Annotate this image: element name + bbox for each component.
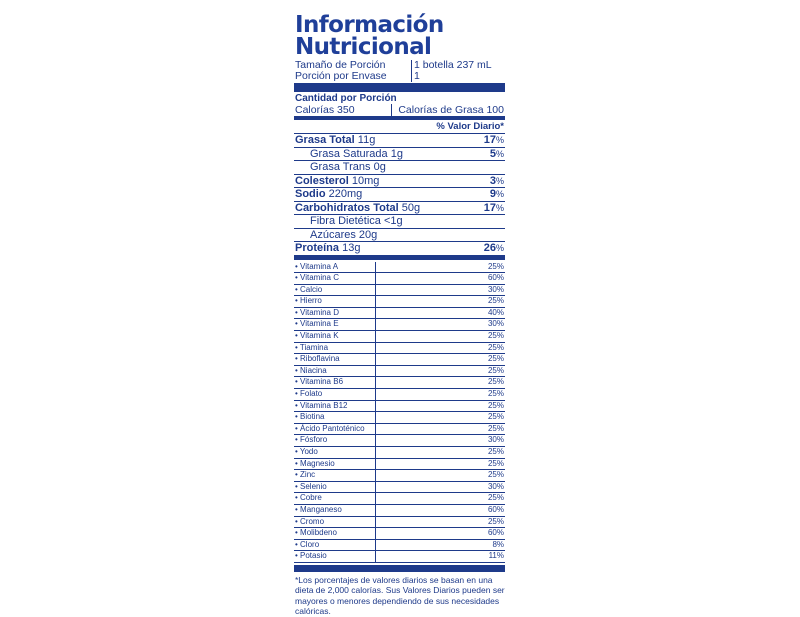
- nutrient-row: [294, 242, 505, 256]
- footnote: *Los porcentajes de valores diarios se basan en una dieta de 2,000 calorías. Sus Valores Diarios pueden ser mayores o menores dependiendo de sus necesidades calóricas.: [295, 574, 505, 617]
- nutrient-label: [295, 202, 420, 215]
- calories-from-fat-text: Calorías de Grasa 100: [391, 104, 504, 116]
- vitamin-row: [294, 377, 505, 389]
- nutrient-label: [310, 229, 377, 242]
- percent-sign: %: [495, 202, 504, 213]
- nutrient-amount: 220mg: [328, 188, 363, 200]
- servings-per-container-value: 1: [414, 70, 420, 82]
- nutrient-row: [294, 161, 505, 175]
- vitamin-row: [294, 296, 505, 308]
- vitamin-name: • Manganeso: [295, 505, 376, 516]
- vitamin-daily-value: 25%: [487, 342, 504, 352]
- percent-sign: %: [495, 175, 504, 186]
- servings-per-container-row: [294, 71, 505, 82]
- vitamin-row: [294, 319, 505, 331]
- vitamin-name: • Vitamina K: [295, 331, 376, 342]
- nutrition-label: [294, 14, 505, 617]
- nutrient-row: [294, 229, 505, 243]
- nutrient-label: [310, 215, 403, 228]
- vitamin-row: [294, 447, 505, 459]
- vitamin-daily-value: 25%: [487, 365, 504, 375]
- nutrient-amount: <1g: [383, 215, 403, 227]
- nutrient-daily-value: [484, 134, 504, 147]
- vitamin-row: [294, 308, 505, 320]
- vitamin-name: • Niacina: [295, 366, 376, 377]
- vitamin-daily-value: 30%: [487, 481, 504, 491]
- divider-thick: [294, 565, 505, 572]
- daily-value-header: % Valor Diario*: [294, 120, 505, 134]
- nutrient-name: Sodio: [295, 188, 326, 200]
- nutrient-name: Grasa Trans: [310, 161, 371, 173]
- vitamin-row: [294, 343, 505, 355]
- vitamin-name: • Folato: [295, 389, 376, 400]
- daily-value-number: 9: [489, 188, 496, 200]
- vitamin-name: • Ácido Pantoténico: [295, 424, 376, 435]
- vitamin-row: [294, 482, 505, 494]
- vitamin-daily-value: 60%: [487, 273, 504, 283]
- vitamin-daily-value: 11%: [488, 551, 504, 561]
- vitamin-row: [294, 459, 505, 471]
- vitamin-row: [294, 366, 505, 378]
- vitamin-name: • Vitamina B6: [295, 377, 376, 388]
- nutrient-row: [294, 175, 505, 189]
- vitamin-name: • Cobre: [295, 493, 376, 504]
- vitamin-name: • Potasio: [295, 551, 376, 562]
- vitamin-name: • Fósforo: [295, 435, 376, 446]
- vitamin-daily-value: 25%: [487, 447, 504, 456]
- serving-size-value: 1 botella 237 mL: [414, 59, 492, 71]
- nutrient-row: [294, 134, 505, 148]
- vitamin-daily-value: 25%: [487, 331, 504, 341]
- vitamin-row: [294, 470, 505, 482]
- nutrient-label: [310, 148, 403, 161]
- percent-sign: %: [495, 189, 504, 199]
- vitamin-row: [294, 493, 505, 505]
- vitamin-name: • Vitamina E: [295, 319, 376, 330]
- vitamin-daily-value: 30%: [487, 284, 504, 294]
- vitamin-name: • Molibdeno: [295, 528, 376, 539]
- percent-sign: %: [495, 135, 504, 145]
- nutrient-amount: 50g: [401, 201, 421, 214]
- divider-medium: [294, 256, 505, 260]
- vitamin-row: [294, 354, 505, 366]
- vitamin-row: [294, 401, 505, 413]
- amount-per-serving-header: Cantidad por Porción: [295, 93, 397, 104]
- nutrient-label: [295, 242, 360, 255]
- vitamins-list: [294, 262, 505, 563]
- vitamin-daily-value: 25%: [487, 400, 504, 410]
- nutrient-amount: 13g: [342, 242, 361, 254]
- vitamin-name: • Riboflavina: [295, 354, 376, 365]
- vitamin-name: • Zinc: [295, 470, 376, 481]
- title-line-1: Información: [295, 12, 444, 38]
- vitamin-daily-value: 25%: [487, 493, 504, 503]
- nutrient-name: Grasa Saturada: [310, 147, 388, 160]
- vitamin-name: • Selenio: [295, 482, 376, 493]
- vitamin-daily-value: 25%: [487, 354, 504, 364]
- serving-size-label: Tamaño de Porción: [294, 60, 412, 71]
- daily-value-number: 17: [483, 201, 496, 214]
- vitamin-row: [294, 262, 505, 274]
- vitamin-daily-value: 25%: [487, 377, 504, 387]
- vitamin-name: • Vitamina C: [295, 273, 376, 284]
- vitamin-row: [294, 285, 505, 297]
- nutrient-row: [294, 188, 505, 202]
- nutrient-label: [295, 175, 379, 188]
- nutrient-row: [294, 202, 505, 216]
- vitamin-name: • Yodo: [295, 447, 376, 458]
- vitamin-row: [294, 412, 505, 424]
- nutrient-row: [294, 215, 505, 229]
- nutrient-label: [295, 188, 362, 201]
- vitamin-row: [294, 389, 505, 401]
- percent-sign: %: [495, 148, 504, 159]
- vitamin-daily-value: 25%: [487, 423, 504, 433]
- nutrient-amount: 11g: [357, 134, 376, 146]
- vitamin-daily-value: 25%: [487, 296, 504, 306]
- calories-text: Calorías 350: [295, 104, 355, 116]
- nutrient-name: Azúcares: [310, 228, 356, 241]
- servings-per-container-label: Porción por Envase: [294, 71, 412, 82]
- nutrient-name: Fibra Dietética: [310, 215, 381, 227]
- vitamin-row: [294, 551, 505, 563]
- vitamin-row: [294, 331, 505, 343]
- nutrient-daily-value: [484, 202, 504, 215]
- vitamin-daily-value: 25%: [487, 470, 504, 480]
- vitamin-daily-value: 60%: [487, 504, 504, 514]
- vitamin-name: • Tiamina: [295, 343, 376, 354]
- vitamin-daily-value: 8%: [492, 539, 504, 549]
- nutrient-name: Carbohidratos Total: [295, 201, 399, 214]
- nutrient-name: Grasa Total: [295, 134, 355, 146]
- label-title: [295, 14, 505, 58]
- vitamin-name: • Cromo: [295, 517, 376, 528]
- nutrient-daily-value: [490, 148, 504, 161]
- nutrient-label: [310, 161, 386, 174]
- daily-value-number: 5: [489, 147, 496, 160]
- title-line-2: Nutricional: [295, 34, 432, 60]
- vitamin-row: [294, 273, 505, 285]
- vitamin-daily-value: 25%: [487, 412, 504, 422]
- vitamin-row: [294, 505, 505, 517]
- vitamin-daily-value: 40%: [487, 307, 504, 317]
- daily-value-number: 26: [483, 242, 496, 254]
- nutrients-list: [294, 134, 505, 256]
- vitamin-row: [294, 424, 505, 436]
- vitamin-name: • Vitamina D: [295, 308, 376, 319]
- vitamin-daily-value: 30%: [487, 435, 504, 445]
- divider-thick: [294, 83, 505, 92]
- nutrient-amount: 10mg: [351, 174, 380, 187]
- nutrient-row: [294, 148, 505, 162]
- vitamin-name: • Vitamina A: [295, 262, 376, 273]
- nutrient-daily-value: [484, 242, 504, 255]
- nutrient-name: Colesterol: [295, 174, 349, 187]
- vitamin-row: [294, 540, 505, 552]
- vitamin-daily-value: 25%: [487, 516, 504, 526]
- vitamin-row: [294, 435, 505, 447]
- vitamin-name: • Biotina: [295, 412, 376, 423]
- vitamin-name: • Cloro: [295, 540, 376, 551]
- nutrient-label: [295, 134, 375, 147]
- vitamin-name: • Magnesio: [295, 459, 376, 470]
- vitamin-row: [294, 528, 505, 540]
- daily-value-number: 17: [483, 134, 496, 146]
- nutrient-amount: 1g: [390, 147, 403, 160]
- nutrient-name: Proteína: [295, 242, 340, 254]
- vitamin-name: • Hierro: [295, 296, 376, 307]
- daily-value-number: 3: [489, 174, 496, 187]
- vitamin-row: [294, 517, 505, 529]
- nutrient-amount: 20g: [358, 228, 378, 241]
- nutrient-amount: 0g: [373, 161, 386, 173]
- vitamin-daily-value: 60%: [487, 528, 504, 538]
- percent-sign: %: [495, 243, 504, 253]
- vitamin-daily-value: 25%: [487, 389, 504, 399]
- calories-row: [294, 104, 505, 116]
- vitamin-name: • Calcio: [295, 285, 376, 296]
- vitamin-daily-value: 25%: [487, 261, 504, 271]
- nutrient-daily-value: [490, 188, 504, 201]
- nutrient-daily-value: [490, 175, 504, 188]
- vitamin-name: • Vitamina B12: [295, 401, 376, 412]
- vitamin-daily-value: 30%: [487, 319, 504, 329]
- vitamin-daily-value: 25%: [487, 458, 504, 468]
